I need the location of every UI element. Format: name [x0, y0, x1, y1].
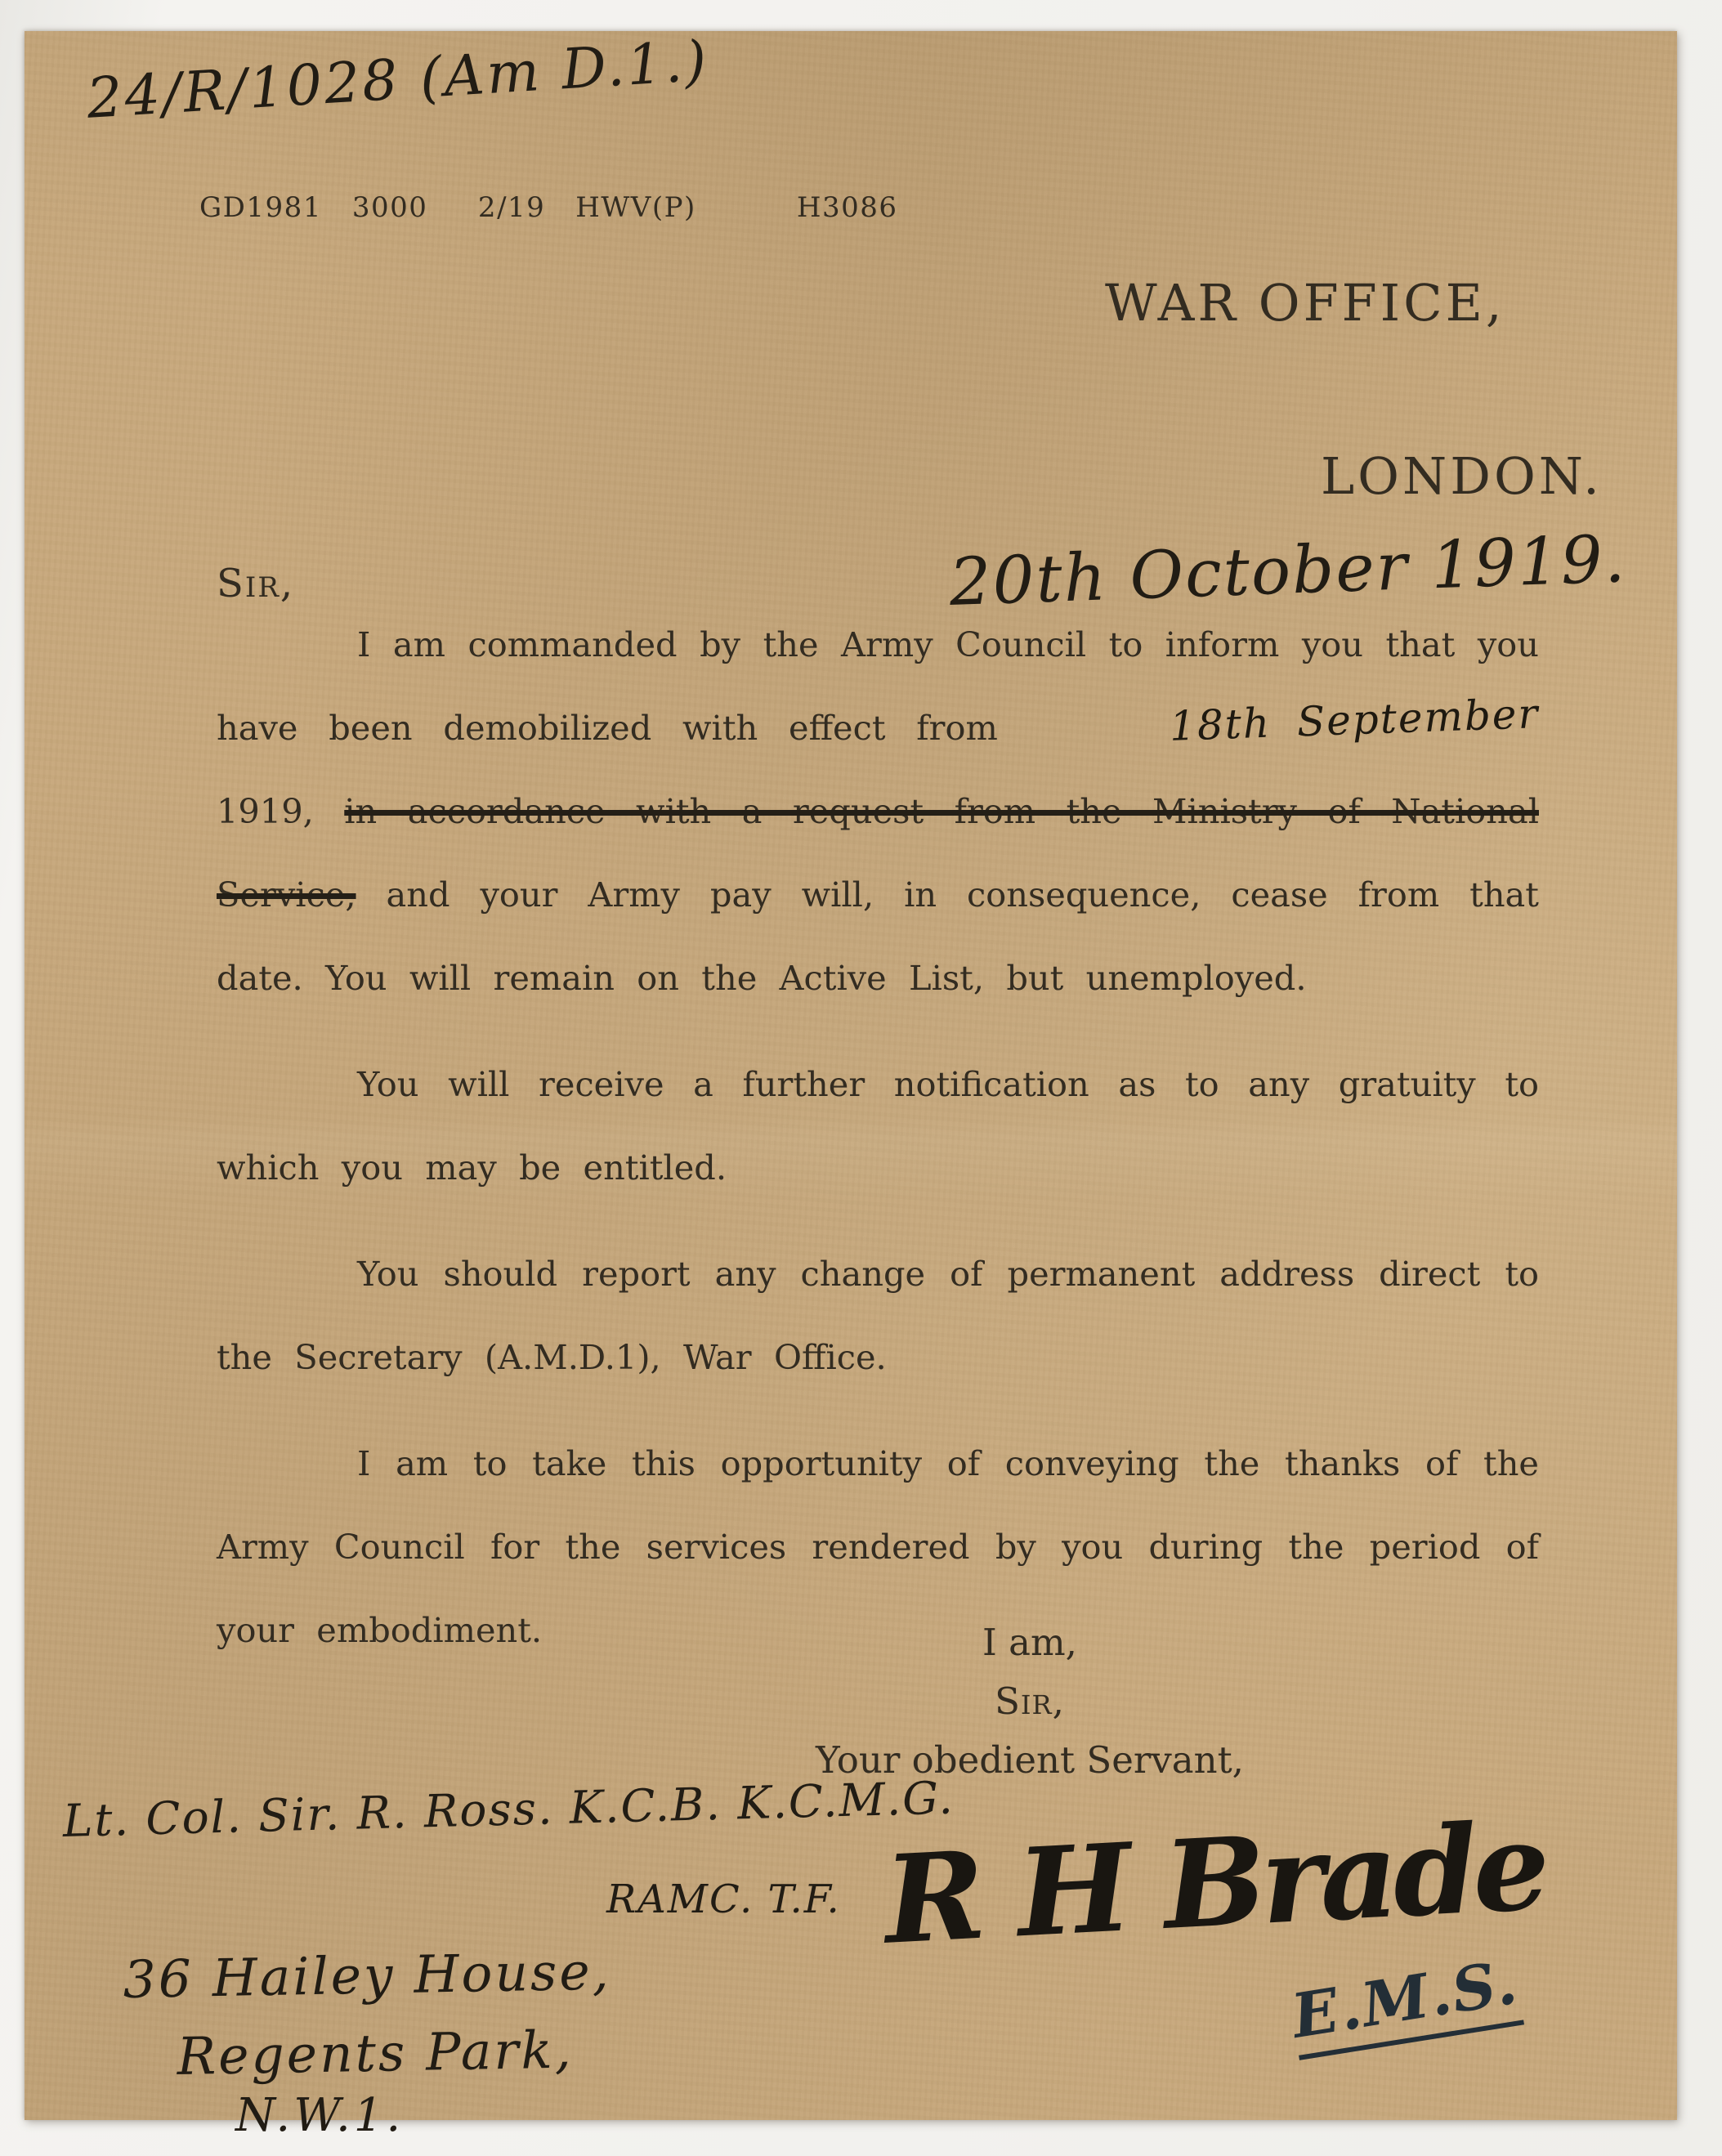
countersign-initials: E.M.S. [1287, 1947, 1523, 2052]
handwritten-inserted-date: 18th September [1168, 690, 1540, 750]
paragraph-4: I am to take this opportunity of conveying the thanks of the Army Council for the services rendered by you during the period of your embodiment. [217, 1443, 1539, 1650]
paragraph-1-tail: and your Army pay will, in consequence, cease from that date. You will remain on the Active List, but unemployed. [217, 874, 1539, 998]
paragraph-3: You should report any change of permanent address direct to the Secretary (A.M.D.1), War Office. [217, 1254, 1539, 1377]
letterhead-city: LONDON. [1321, 446, 1603, 506]
recipient-address-line-2: Regents Park, [177, 2020, 575, 2087]
handwritten-date: 20th October 1919. [948, 521, 1628, 620]
letter-body [217, 603, 1539, 1695]
paragraph-1-year: 1919, [217, 791, 314, 831]
valediction-obedient-servant: Your obedient Servant, [815, 1738, 1244, 1782]
printer-imprint-code: GD1981 3000 2/19 HWV(P) H3086 [199, 191, 898, 224]
recipient-name-line: Lt. Col. Sir. R. Ross. K.C.B. K.C.M.G. [62, 1771, 955, 1847]
paragraph-1 [217, 603, 1539, 1020]
salutation: Sir, [217, 561, 295, 606]
valediction-sir: Sir, [995, 1680, 1065, 1723]
struck-through-text: in accordance with a request from the Ministry of National Service, [217, 791, 1539, 915]
letter-paper [25, 29, 1677, 2142]
recipient-address-line-1: 36 Hailey House, [123, 1941, 612, 2010]
recipient-address-line-3: N.W.1. [235, 2089, 405, 2142]
letterhead-office: WAR OFFICE, [1105, 273, 1505, 333]
recipient-corps-line: RAMC. T.F. [606, 1876, 841, 1922]
paragraph-2: You will receive a further notification as to any gratuity to which you may be entitled. [217, 1064, 1539, 1188]
stamped-signature: R H Brade [881, 1794, 1549, 1971]
valediction-block [719, 1613, 1340, 1790]
paragraph-1-lead: I am commanded by the Army Council to inform you that you have been demobilized with effect from [217, 624, 1539, 748]
valediction-i-am: I am, [982, 1621, 1077, 1664]
handwritten-reference-number: 24/R/1028 (Am D.1.) [85, 29, 711, 132]
